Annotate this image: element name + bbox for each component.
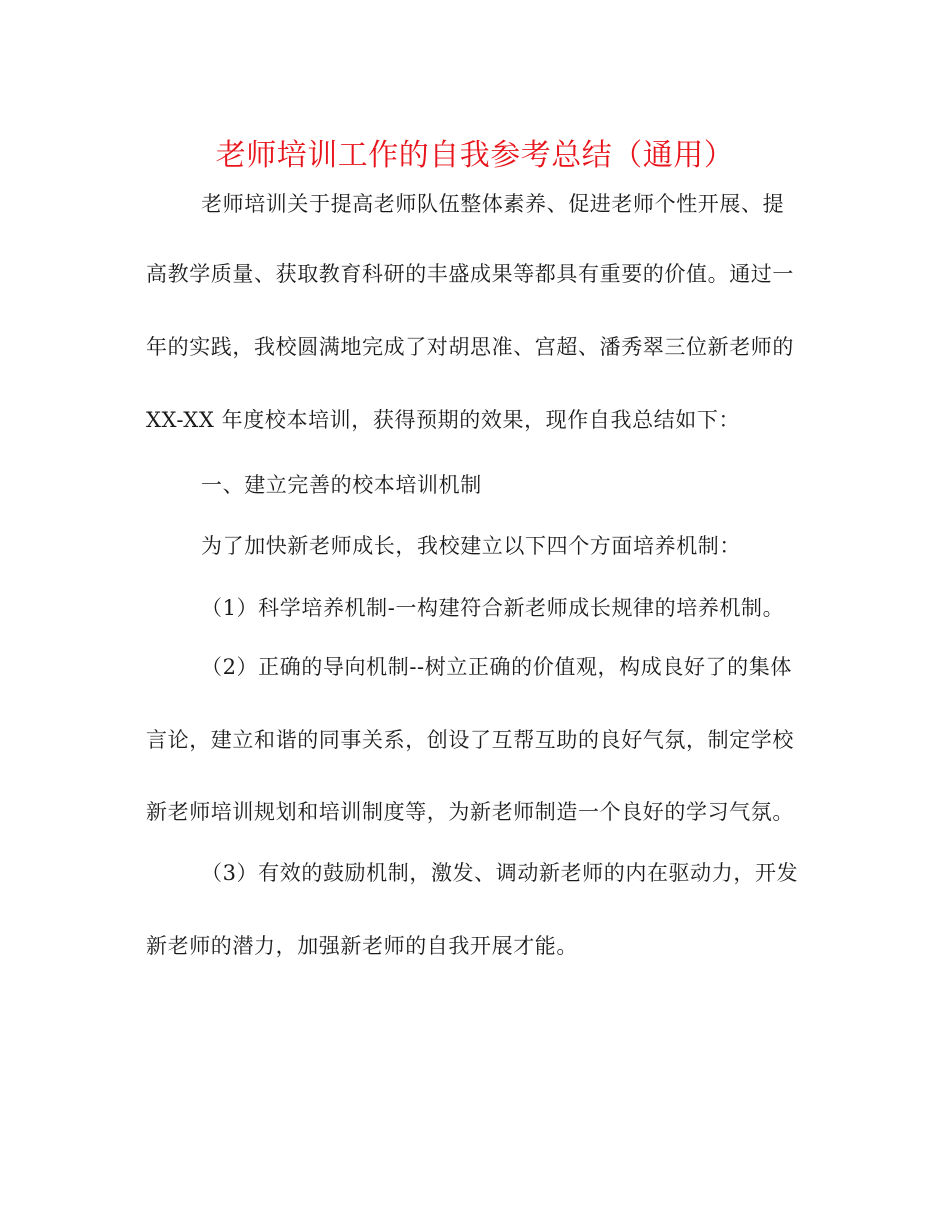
paragraph-line: 新老师的潜力，加强新老师的自我开展才能。 bbox=[146, 934, 578, 958]
paragraph-line: 为了加快新老师成长，我校建立以下四个方面培养机制： bbox=[201, 534, 741, 558]
paragraph-line: XX-XX 年度校本培训，获得预期的效果，现作自我总结如下： bbox=[146, 408, 741, 432]
paragraph-line: 新老师培训规划和培训制度等，为新老师制造一个良好的学习气氛。 bbox=[146, 800, 794, 824]
paragraph-line: 年的实践，我校圆满地完成了对胡思准、宫超、潘秀翠三位新老师的 bbox=[146, 335, 794, 359]
list-item: （2）正确的导向机制--树立正确的价值观，构成良好了的集体 bbox=[201, 655, 792, 679]
list-item: （3）有效的鼓励机制，激发、调动新老师的内在驱动力，开发 bbox=[201, 861, 799, 885]
paragraph-line: 言论，建立和谐的同事关系，创设了互帮互助的良好气氛，制定学校 bbox=[146, 728, 794, 752]
section-heading: 一、建立完善的校本培训机制 bbox=[201, 473, 482, 497]
document-title: 老师培训工作的自我参考总结（通用） bbox=[215, 138, 735, 173]
paragraph-line: 高教学质量、获取教育科研的丰盛成果等都具有重要的价值。通过一 bbox=[146, 262, 794, 286]
list-item: （1）科学培养机制-一构建符合新老师成长规律的培养机制。 bbox=[201, 596, 785, 620]
paragraph-line: 老师培训关于提高老师队伍整体素养、促进老师个性开展、提 bbox=[201, 192, 785, 216]
